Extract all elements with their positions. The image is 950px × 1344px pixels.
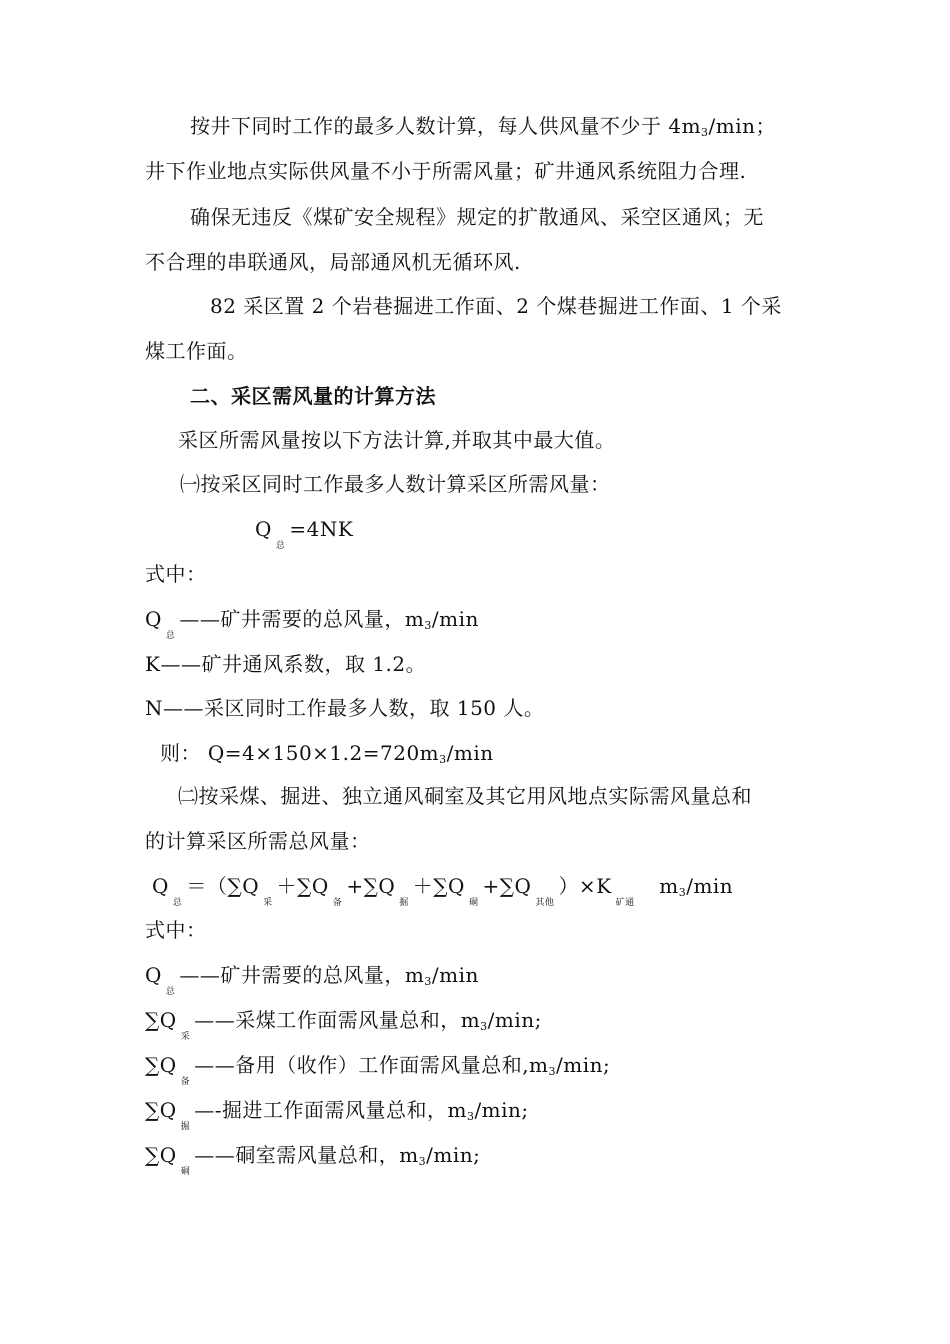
paragraph-3-line-1: 82 采区置 2 个岩巷掘进工作面、2 个煤巷掘进工作面、1 个采 [210,294,782,318]
definition-row-1: $Q_总——$矿井需要的总风量，m3/min [145,963,479,997]
definition-q-total: $Q_总——$矿井需要的总风量，m3/min [145,607,479,641]
section-intro: 采区所需风量按以下方法计算,并取其中最大值。 [178,428,616,452]
definition-row-4: $\sum Q_掘—-$掘进工作面需风量总和，m3/min; [145,1098,529,1132]
definition-row-2: $\sum Q_采——$采煤工作面需风量总和，m3/min; [145,1008,542,1042]
method-2-line-1: ㈡按采煤、掘进、独立通风硐室及其它用风地点实际需风量总和 [178,784,752,808]
unit-exponent: 3 [701,126,709,139]
paragraph-2-line-1: 确保无违反《煤矿安全规程》规定的扩散通风、采空区通风；无 [190,205,764,229]
paragraph-2-line-2: 不合理的串联通风，局部通风机无循环风. [145,250,521,274]
definition-n: N——采区同时工作最多人数，取 150 人。 [145,696,545,720]
where-label-2: 式中： [145,918,207,942]
paragraph-3-line-2: 煤工作面。 [145,339,248,363]
section-heading: 二、采区需风量的计算方法 [190,384,436,408]
definition-row-3: $\sum Q_备——$备用（收作）工作面需风量总和,m3/min; [145,1053,611,1087]
formula-2: $Q_总=(\sum Q_采+\sum Q_备+\sum Q_掘+\sum Q_硐+\sum Q_{其他})\times K_{矿通}$ m3/min [152,874,734,908]
paragraph-1-line-2: 井下作业地点实际供风量不小于所需风量；矿井通风系统阻力合理. [145,159,747,183]
paragraph-1-line-1: 按井下同时工作的最多人数计算，每人供风量不少于 4m3/min； [190,114,777,139]
result-line: 则： Q=4×150×1.2=720m3/min [160,741,494,766]
where-label-1: 式中： [145,562,207,586]
method-1-title: ㈠按采区同时工作最多人数计算采区所需风量： [180,472,611,496]
definition-row-5: $\sum Q_硐——$硐室需风量总和，m3/min; [145,1143,481,1177]
formula-1: $Q_总=4NK$ [255,517,354,551]
method-2-line-2: 的计算采区所需总风量： [145,829,371,853]
definition-k: K——矿井通风系数，取 1.2。 [145,652,427,676]
